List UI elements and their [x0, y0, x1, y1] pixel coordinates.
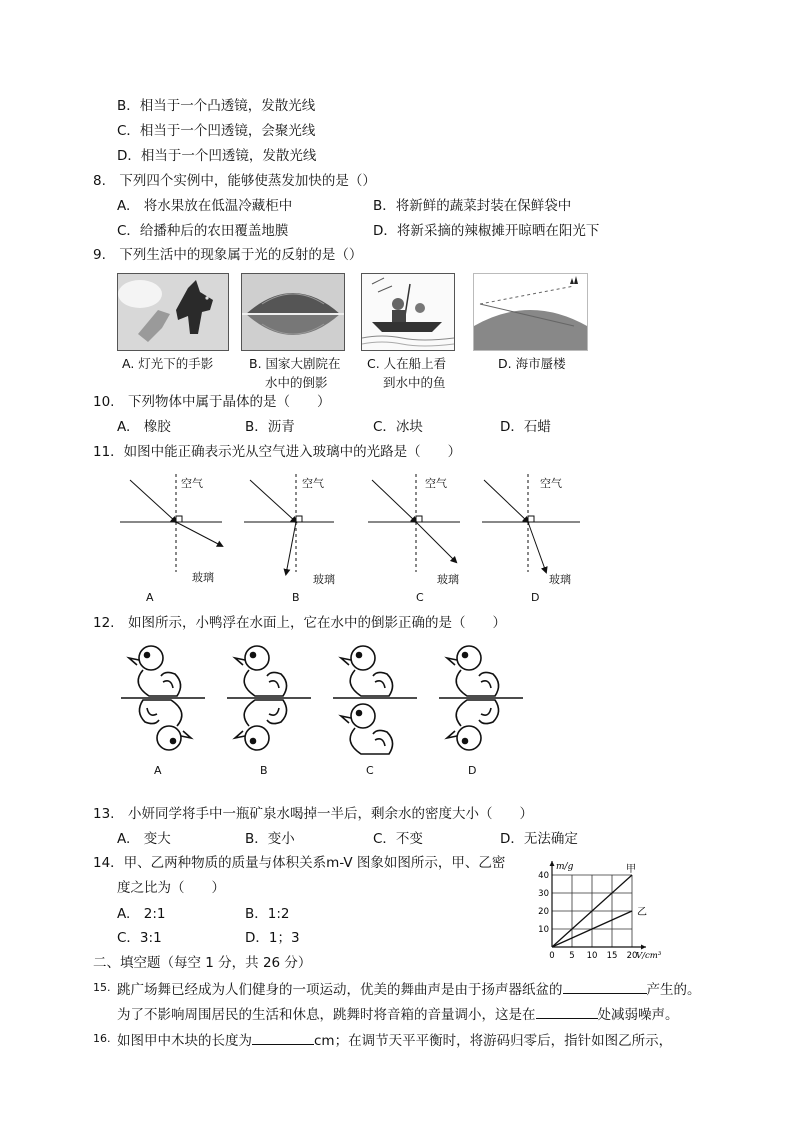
q15-line2-text-a: 为了不影响周围居民的生活和休息，跳舞时将音箱的音量调小，这是在	[117, 1007, 536, 1023]
y-tick-label: 10	[538, 925, 549, 935]
q11-air-label-c: 空气	[425, 477, 447, 490]
x-axis-label: V/cm³	[636, 951, 662, 961]
q11-label-c: C	[416, 591, 424, 604]
q11-label-b: B	[292, 591, 300, 604]
q11-air-label-b: 空气	[302, 477, 324, 490]
y-axis-arrow	[550, 861, 555, 866]
q8-stem: 8. 下列四个实例中，能够使蒸发加快的是（）	[93, 173, 376, 189]
q12-label-d: D	[468, 764, 477, 777]
q15-line1	[117, 979, 701, 999]
q12-label-a: A	[154, 764, 162, 777]
duck-option-d	[439, 646, 523, 750]
q15-blank-2[interactable]	[536, 1004, 598, 1019]
q15-line2-text-b: 处减弱噪声。	[597, 1007, 679, 1023]
q9-caption-c-line2: 到水中的鱼	[383, 375, 446, 390]
y-tick-label: 20	[538, 907, 549, 917]
q16-text-b: cm；在调节天平平衡时，将游码归零后，指针如图乙所示，	[314, 1033, 673, 1049]
q15-line1-text-b: 产生的。	[646, 982, 701, 998]
y-tick-label: 40	[538, 871, 549, 881]
q16-text-a: 如图甲中木块的长度为	[117, 1033, 252, 1049]
q9-caption-b-line2: 水中的倒影	[265, 375, 328, 390]
q7-option-b: B．相当于一个凸透镜，发散光线	[117, 98, 316, 114]
x-tick-label: 15	[606, 951, 618, 961]
q11-glass-label-c: 玻璃	[437, 573, 459, 586]
x-tick-label: 5	[569, 951, 575, 961]
q11-stem: 11．如图中能正确表示光从空气进入玻璃中的光路是（ ）	[93, 444, 462, 460]
q10-option-a: A. 橡胶	[117, 419, 171, 435]
q9-caption-d: D. 海市蜃楼	[498, 356, 566, 371]
diagram-d	[482, 474, 580, 572]
q12-stem: 12. 如图所示，小鸭浮在水面上，它在水中的倒影正确的是（ ）	[93, 615, 506, 631]
duck-option-b	[227, 646, 311, 750]
diagram-a	[120, 474, 222, 572]
duck-option-c	[333, 646, 417, 754]
q11-label-a: A	[146, 591, 154, 604]
q12-label-b: B	[260, 764, 268, 777]
q14-option-a: A. 2:1	[117, 906, 166, 922]
q15-number: 15.	[93, 981, 111, 994]
q14-option-c: C．3:1	[117, 930, 162, 946]
q14-option-b: B．1:2	[245, 906, 290, 922]
duck-option-a	[121, 646, 205, 750]
q16-blank-1[interactable]	[252, 1030, 314, 1045]
q13-option-b: B．变小	[245, 831, 295, 847]
q10-option-c: C．冰块	[373, 419, 423, 435]
y-axis-label: m/g	[556, 862, 574, 872]
mirage-drawing	[473, 273, 588, 351]
duck-reflection-diagrams	[115, 638, 535, 762]
q13-option-a: A. 变大	[117, 831, 171, 847]
x-tick-label: 20	[626, 951, 638, 961]
boat-fish-drawing	[361, 273, 455, 351]
section-heading: 二、填空题（每空 1 分，共 26 分）	[93, 955, 312, 971]
q13-stem: 13. 小妍同学将手中一瓶矿泉水喝掉一半后，剩余水的密度大小（ ）	[93, 806, 533, 822]
q9-caption-b-line1: B. 国家大剧院在	[249, 356, 341, 371]
q9-caption-c-line1: C. 人在船上看	[367, 356, 447, 371]
hand-shadow-photo	[117, 273, 229, 351]
q12-label-c: C	[366, 764, 374, 777]
q8-option-a: A. 将水果放在低温冷藏柜中	[117, 198, 293, 214]
q7-option-c: C．相当于一个凹透镜，会聚光线	[117, 123, 316, 139]
q15-blank-1[interactable]	[563, 979, 647, 994]
q11-glass-label-a: 玻璃	[192, 571, 214, 584]
q11-glass-label-b: 玻璃	[313, 573, 335, 586]
mass-volume-chart	[530, 853, 672, 963]
q8-option-c: C．给播种后的农田覆盖地膜	[117, 223, 289, 239]
x-tick-label: 0	[549, 951, 555, 961]
q10-stem: 10. 下列物体中属于晶体的是（ ）	[93, 394, 331, 410]
theatre-reflection-photo	[241, 273, 345, 351]
q9-caption-a: A. 灯光下的手影	[122, 356, 214, 371]
q11-air-label-d: 空气	[540, 477, 562, 490]
q14-option-d: D．1；3	[245, 930, 300, 946]
q15-line1-text-a: 跳广场舞已经成为人们健身的一项运动，优美的舞曲声是由于扬声器纸盆的	[117, 982, 563, 998]
y-tick-label: 30	[538, 889, 549, 899]
q11-glass-label-d: 玻璃	[549, 573, 571, 586]
q13-option-c: C．不变	[373, 831, 423, 847]
series-name-1: 乙	[637, 907, 647, 918]
q14-stem-line2: 度之比为（ ）	[117, 880, 225, 896]
q11-label-d: D	[531, 591, 540, 604]
q7-option-d: D．相当于一个凹透镜，发散光线	[117, 148, 317, 164]
q14-stem-line1: 14．甲、乙两种物质的质量与体积关系m-V 图象如图所示，甲、乙密	[93, 855, 506, 871]
q16-number: 16.	[93, 1032, 111, 1045]
q11-air-label-a: 空气	[181, 477, 203, 490]
x-axis-arrow	[641, 945, 646, 950]
q10-option-d: D．石蜡	[500, 419, 551, 435]
series-name-0: 甲	[626, 864, 636, 875]
q15-line2	[117, 1004, 679, 1024]
q10-option-b: B．沥青	[245, 419, 295, 435]
q13-option-d: D．无法确定	[500, 831, 578, 847]
x-tick-label: 10	[586, 951, 598, 961]
q16-line1	[117, 1030, 672, 1050]
q8-option-d: D．将新采摘的辣椒摊开晾晒在阳光下	[373, 223, 600, 239]
q8-option-b: B．将新鲜的蔬菜封装在保鲜袋中	[373, 198, 572, 214]
q9-stem: 9. 下列生活中的现象属于光的反射的是（）	[93, 247, 363, 263]
